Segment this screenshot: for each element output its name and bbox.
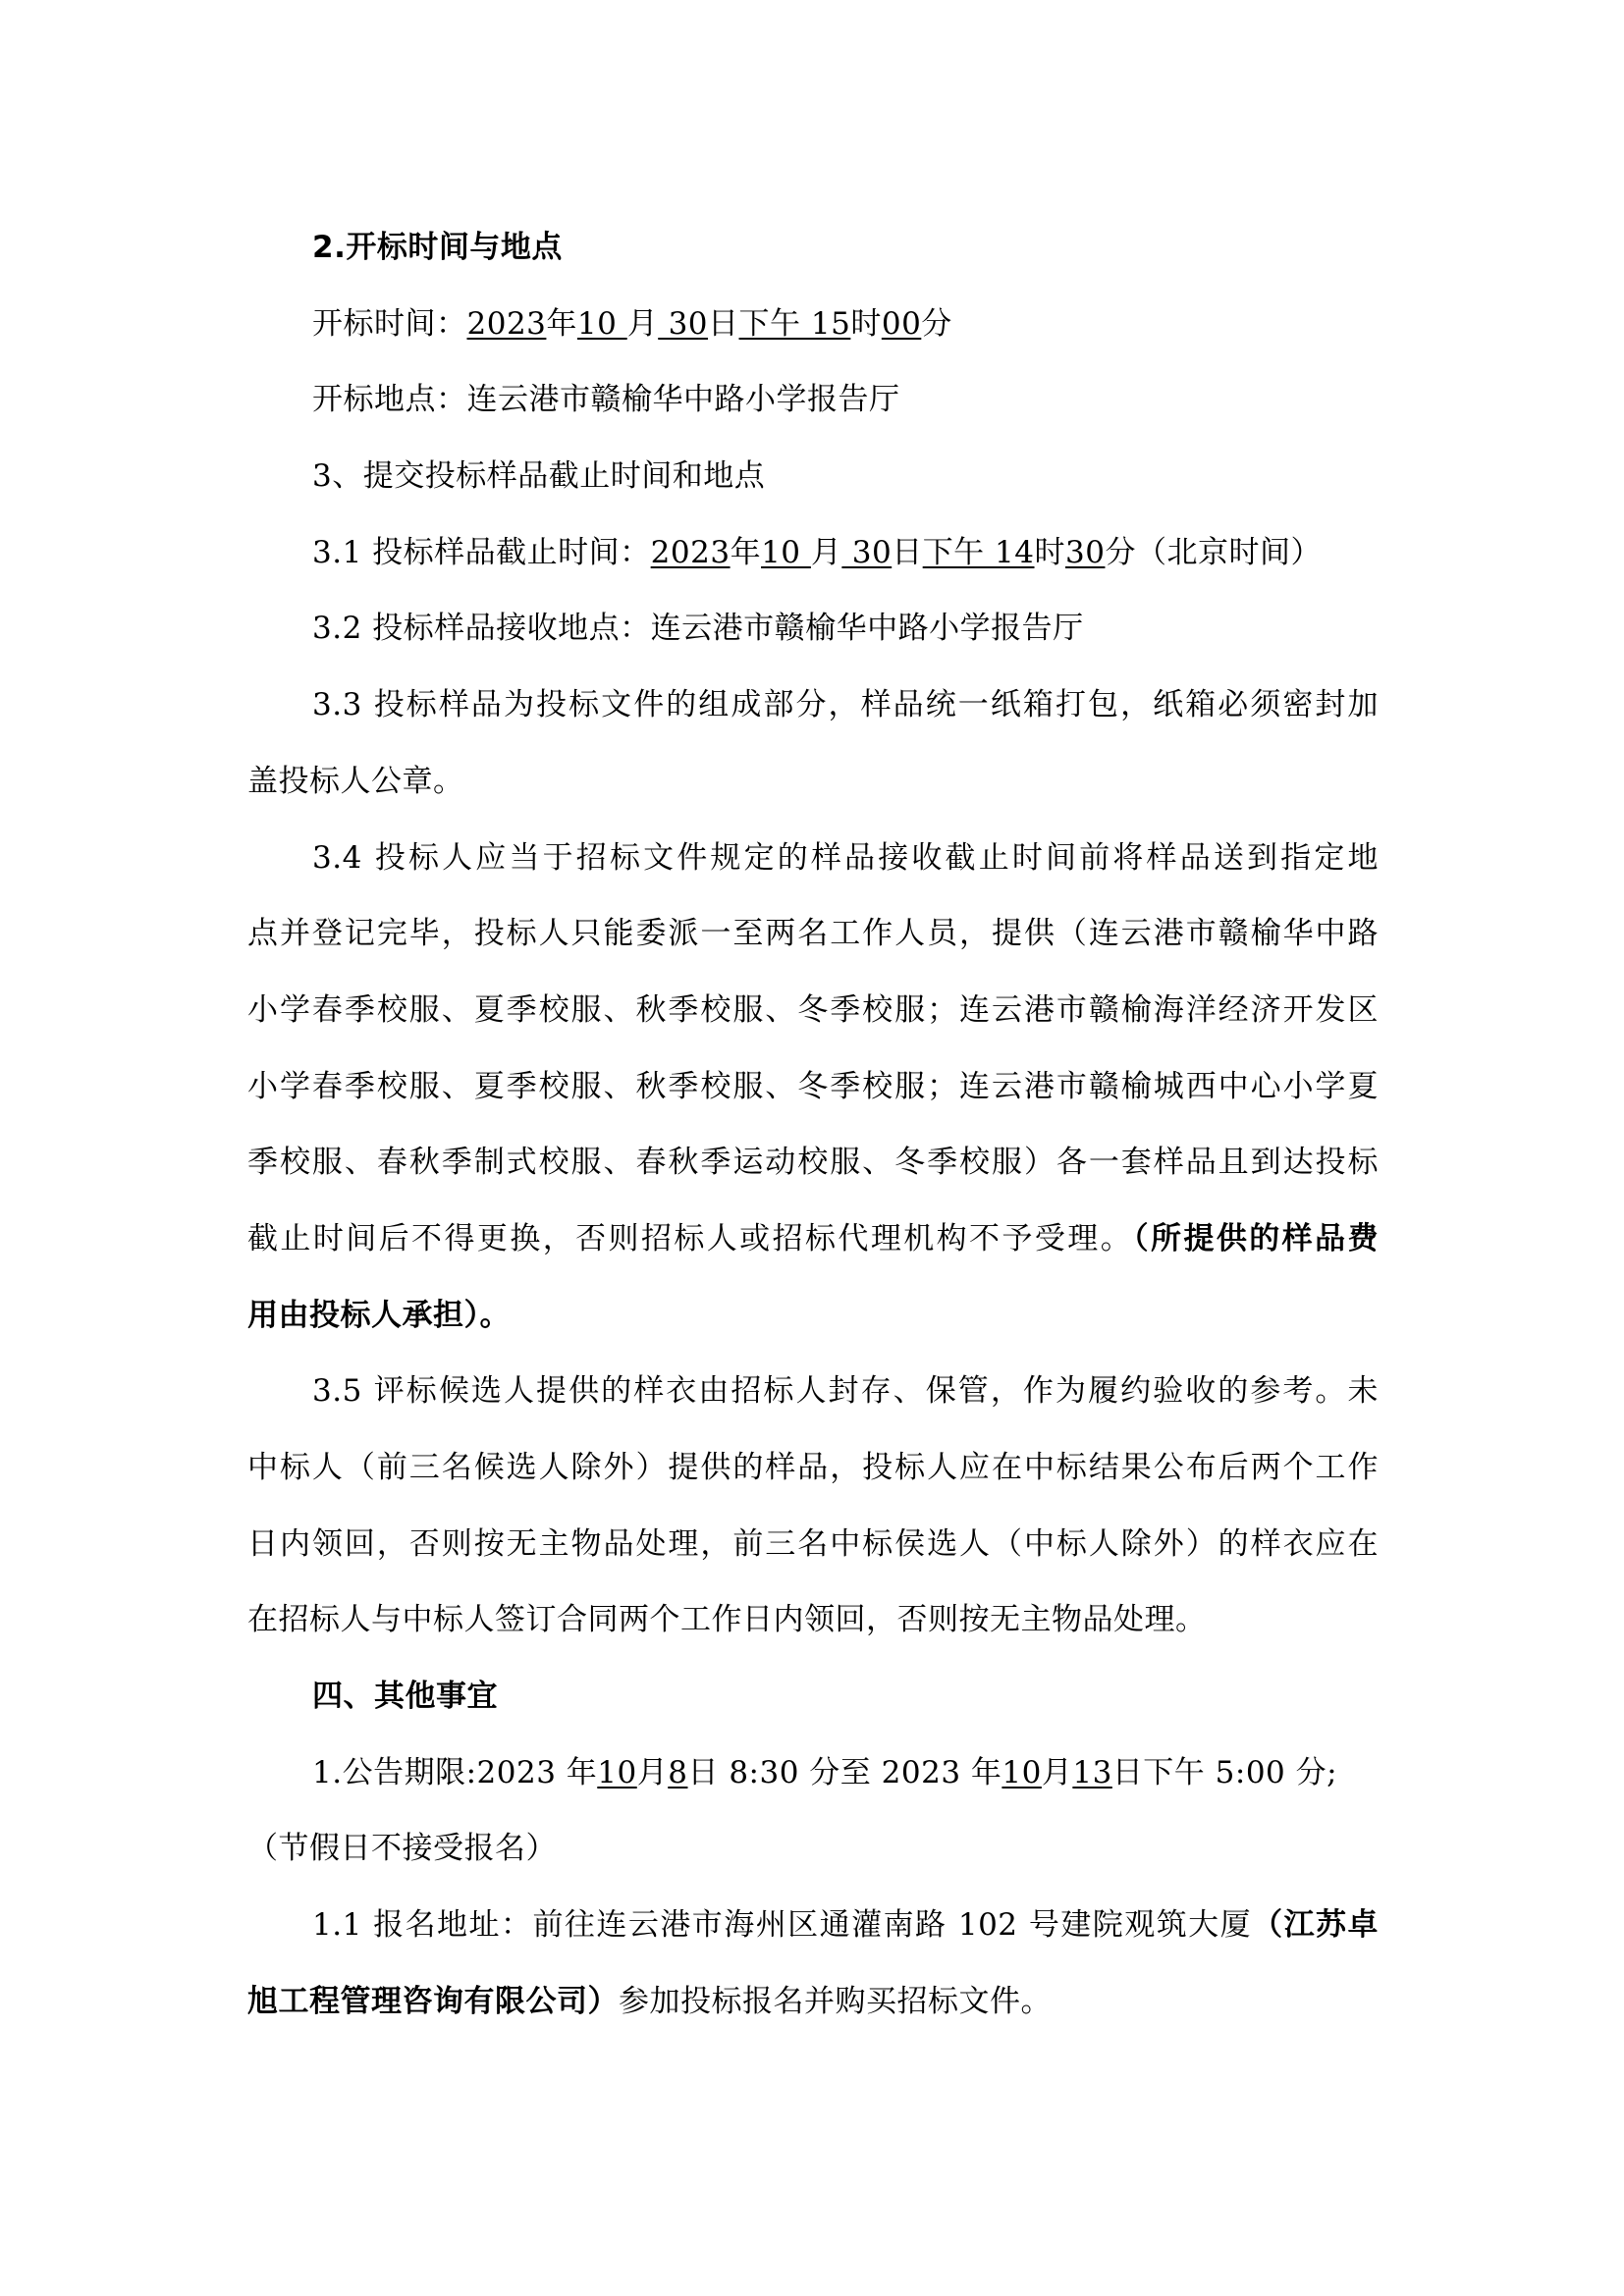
text-line (247, 896, 1379, 973)
text-segment: 开标时间： (312, 305, 467, 342)
text-line (247, 1049, 1379, 1126)
section-heading (247, 210, 1379, 287)
text-segment: 月 (636, 1754, 669, 1790)
underlined-value: 8 (668, 1754, 688, 1790)
text-line (247, 1278, 1379, 1355)
bold-text: （江苏卓 (1252, 1907, 1379, 1944)
underlined-value: 下午 14 (922, 534, 1035, 570)
bold-text: 旭工程管理咨询有限公司） (247, 1983, 619, 2019)
text-segment: 盖投标人公章。 (247, 763, 464, 799)
text-segment: 季校服、春秋季制式校服、春秋季运动校服、冬季校服）各一套样品且到达投标 (247, 1145, 1379, 1181)
underlined-value: 00 (881, 305, 922, 342)
underlined-value: 10 (1001, 1754, 1042, 1790)
text-line (247, 744, 1379, 821)
text-line (247, 1582, 1379, 1659)
underlined-value: 30 (841, 534, 893, 570)
text-segment: 2.开标时间与地点 (312, 230, 563, 265)
text-segment: 日内领回，否则按无主物品处理，前三名中标侯选人（中标人除外）的样衣应在 (247, 1525, 1379, 1562)
underlined-value: 30 (658, 305, 709, 342)
bold-text: （所提供的样品费 (1133, 1220, 1379, 1256)
text-line (247, 287, 1379, 363)
text-segment: 中标人（前三名候选人除外）提供的样品，投标人应在中标结果公布后两个工作 (247, 1450, 1379, 1485)
text-segment: 3.5 评标候选人提供的样衣由招标人封存、保管，作为履约验收的参考。未 (312, 1373, 1379, 1410)
text-segment: 分 (921, 305, 952, 342)
text-line (247, 515, 1379, 592)
underlined-value: 2023 (466, 305, 547, 342)
underlined-value: 10 (576, 305, 627, 342)
underlined-value: 下午 15 (738, 305, 851, 342)
text-segment: 3.4 投标人应当于招标文件规定的样品接收截止时间前将样品送到指定地 (312, 839, 1379, 876)
text-segment: 小学春季校服、夏季校服、秋季校服、冬季校服；连云港市赣榆海洋经济开发区 (247, 991, 1379, 1028)
text-line (247, 439, 1379, 515)
text-segment: （节假日不接受报名） (247, 1831, 557, 1867)
text-segment: 日 (892, 534, 923, 570)
text-segment: 时 (850, 305, 882, 342)
underlined-value: 13 (1072, 1754, 1112, 1790)
document-body (247, 210, 1379, 2041)
text-segment: 1.1 报名地址：前往连云港市海州区通灌南路 102 号建院观筑大厦 (312, 1907, 1253, 1944)
text-line (247, 1811, 1379, 1888)
text-line (247, 1507, 1379, 1583)
underlined-value: 30 (1065, 534, 1106, 570)
text-segment: 3.2 投标样品接收地点：连云港市赣榆华中路小学报告厅 (312, 611, 1084, 647)
text-segment: 小学春季校服、夏季校服、秋季校服、冬季校服；连云港市赣榆城西中心小学夏 (247, 1068, 1379, 1104)
text-segment: 开标地点：连云港市赣榆华中路小学报告厅 (312, 382, 900, 418)
text-segment: 月 (810, 534, 842, 570)
text-segment: 截止时间后不得更换，否则招标人或招标代理机构不予受理。 (247, 1220, 1134, 1256)
text-line (247, 1888, 1379, 1964)
text-line (247, 1964, 1379, 2041)
text-line (247, 667, 1379, 744)
text-line (247, 1354, 1379, 1430)
text-segment: 日 8:30 分至 2023 年 (687, 1754, 1002, 1790)
text-segment: 分（北京时间） (1105, 534, 1322, 570)
text-line (247, 973, 1379, 1049)
bold-text: 用由投标人承担）。 (247, 1297, 511, 1333)
text-line (247, 1201, 1379, 1278)
text-segment: 月 (1041, 1754, 1073, 1790)
text-segment: 月 (626, 305, 659, 342)
text-segment: 年 (546, 305, 577, 342)
text-line (247, 591, 1379, 667)
text-segment: 点并登记完毕，投标人只能委派一至两名工作人员，提供（连云港市赣榆华中路 (247, 916, 1379, 952)
text-line (247, 1735, 1379, 1812)
text-line (247, 821, 1379, 897)
text-line (247, 1125, 1379, 1201)
text-segment: 日 (708, 305, 739, 342)
section-heading (247, 1659, 1379, 1735)
underlined-value: 2023 (650, 534, 731, 570)
text-line (247, 1430, 1379, 1507)
text-segment: 参加投标报名并购买招标文件。 (619, 1983, 1052, 2019)
text-segment: 1.公告期限:2023 年 (312, 1754, 598, 1790)
text-segment: 3.3 投标样品为投标文件的组成部分，样品统一纸箱打包，纸箱必须密封加 (312, 687, 1379, 723)
text-segment: 时 (1034, 534, 1065, 570)
text-line (247, 362, 1379, 439)
text-segment: 日下午 5:00 分; (1111, 1754, 1338, 1790)
text-segment: 3.1 投标样品截止时间： (312, 534, 651, 570)
underlined-value: 10 (761, 534, 811, 570)
text-segment: 3、提交投标样品截止时间和地点 (312, 458, 766, 495)
underlined-value: 10 (597, 1754, 637, 1790)
text-segment: 四、其他事宜 (312, 1679, 498, 1715)
text-segment: 在招标人与中标人签订合同两个工作日内领回，否则按无主物品处理。 (247, 1602, 1207, 1638)
text-segment: 年 (730, 534, 762, 570)
